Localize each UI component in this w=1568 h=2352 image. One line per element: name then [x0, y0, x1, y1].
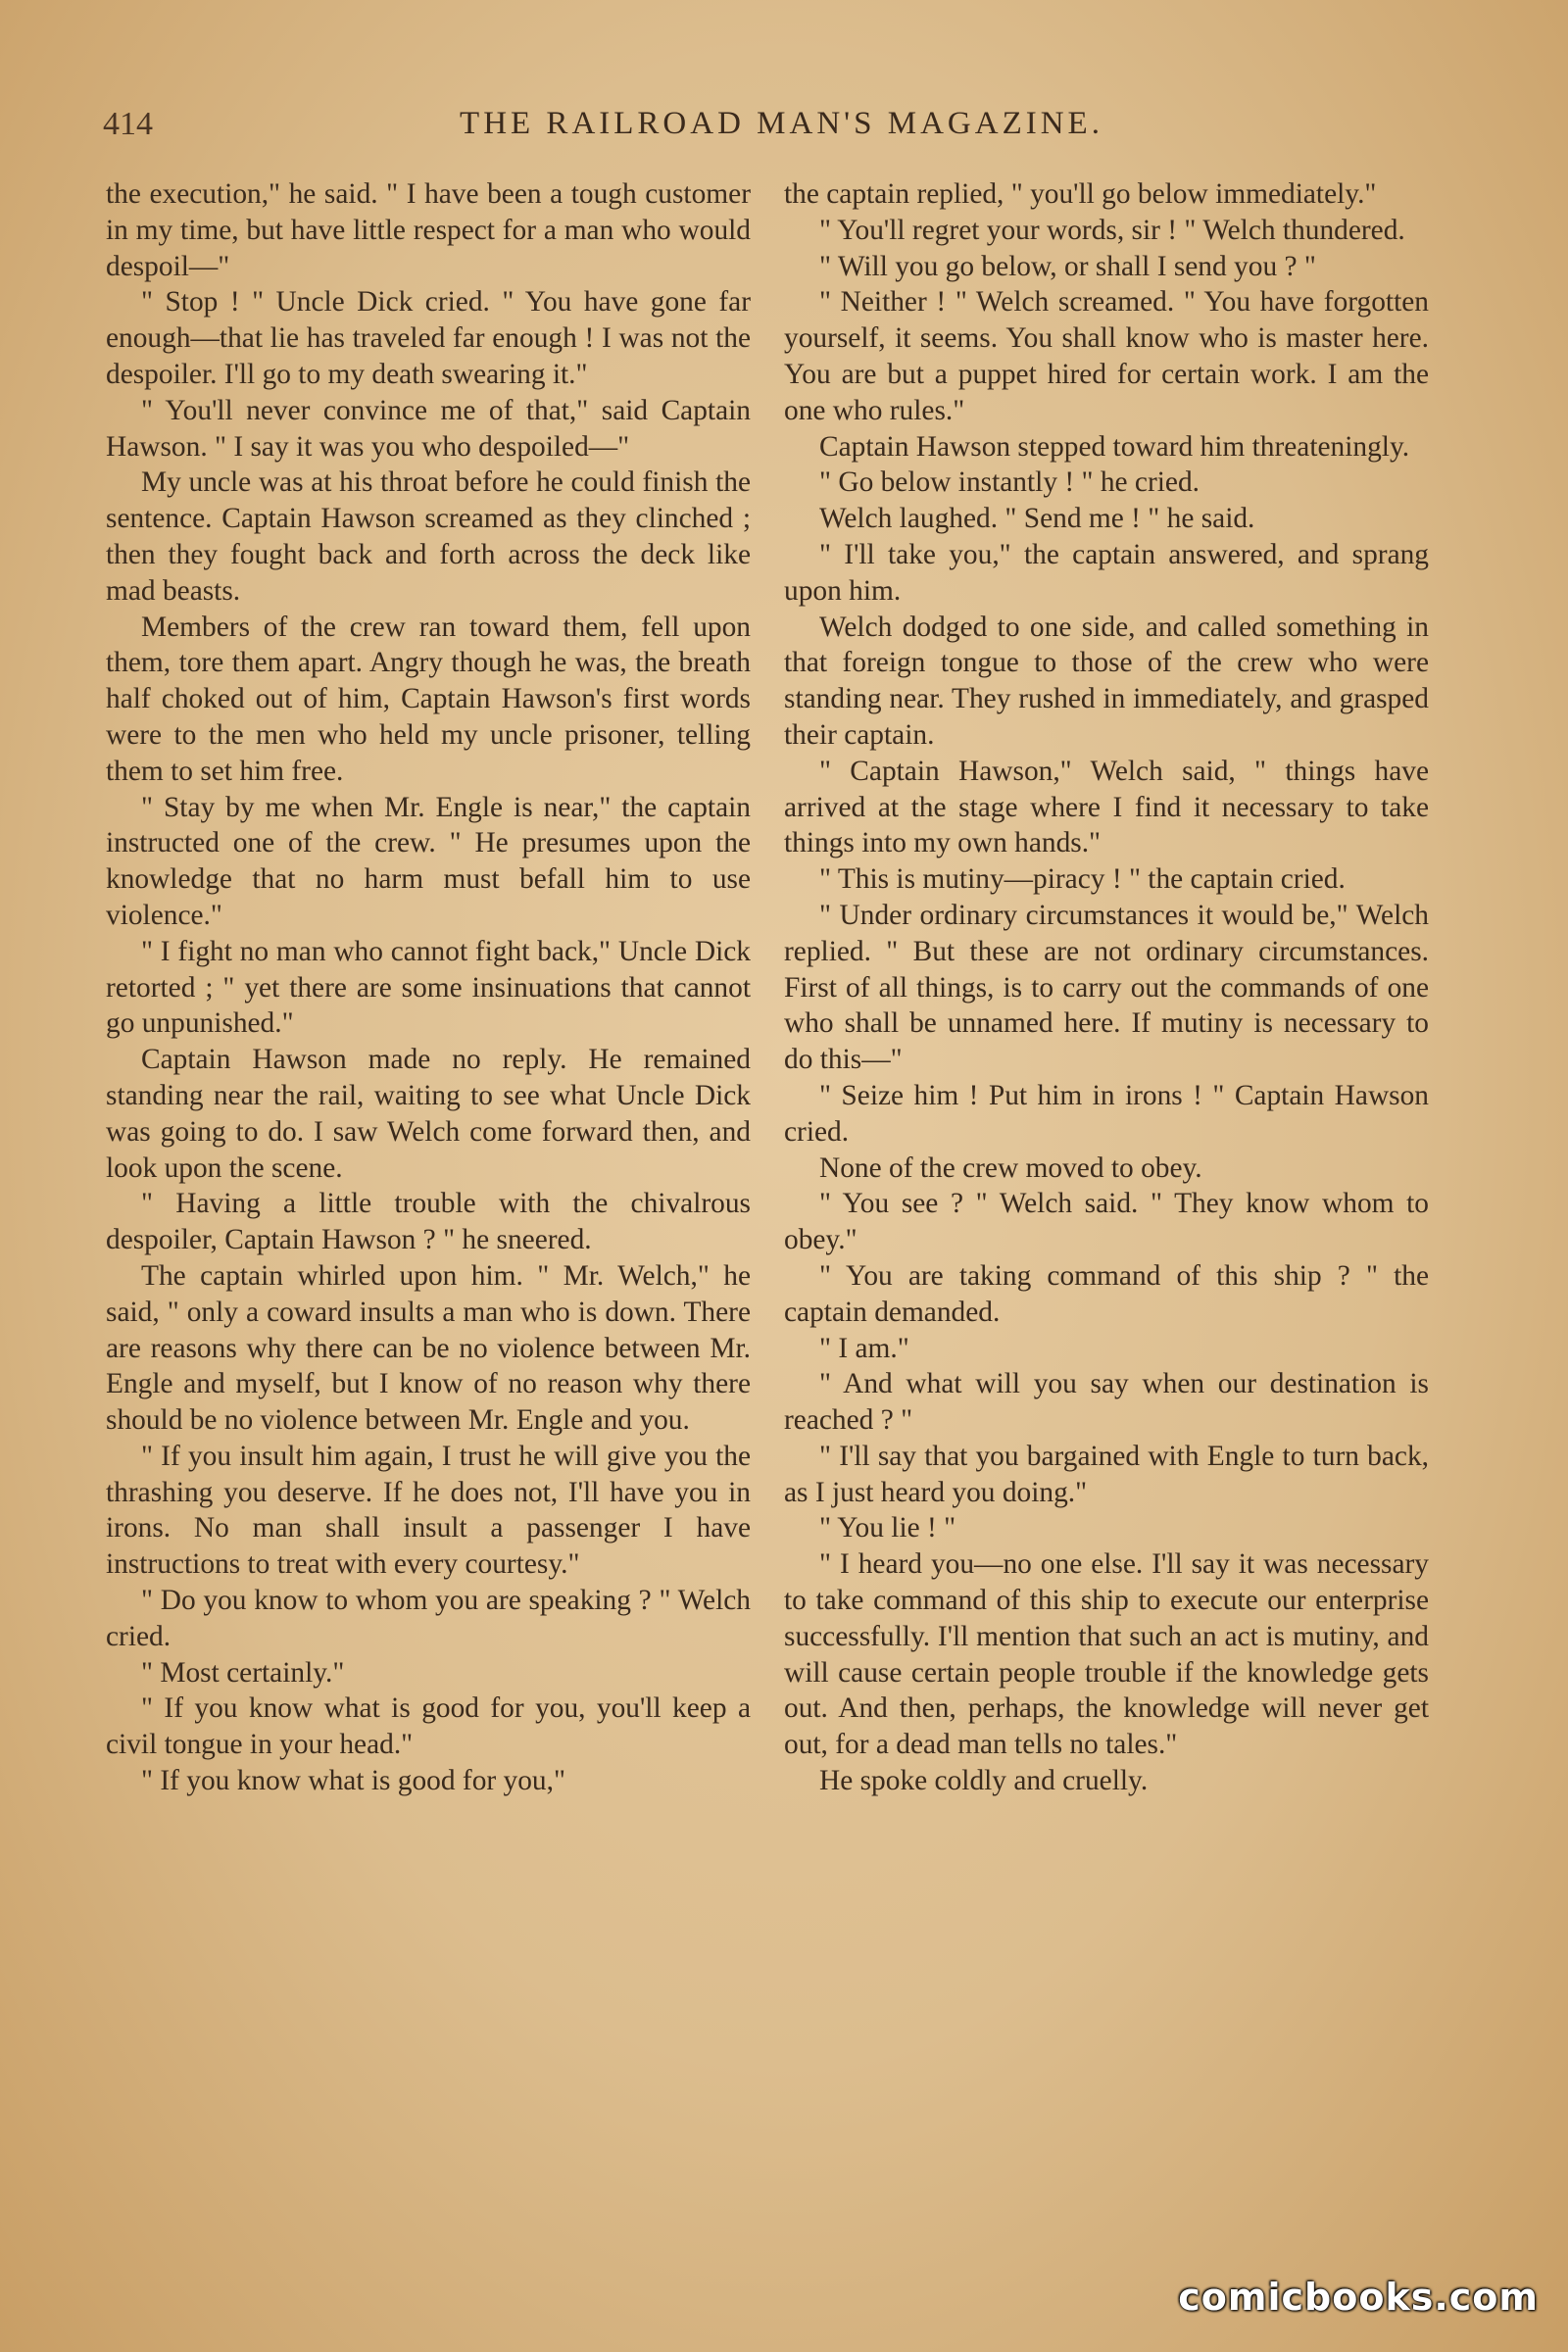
paragraph: " If you insult him again, I trust he will give you the thrashing you deserve. If he does not, I'll have you in irons. No man shall insult a passenger I have instructions to treat with every courtesy."	[106, 1440, 751, 1581]
paragraph: Welch laughed. " Send me ! " he said.	[819, 503, 1255, 535]
paragraph: Members of the crew ran toward them, fell upon them, tore them apart. Angry though he was, the breath half choked out of him, Captain Hawson's first words were to the men who held my uncle prisoner, telling them to set him free.	[106, 611, 751, 787]
left-column	[106, 176, 751, 1799]
paragraph: " Under ordinary circumstances it would be," Welch replied. " But these are not ordinary circumstances. First of all things, is to carry out the commands of one who shall be unnamed here. If mutiny is necessary to do this—"	[784, 899, 1429, 1076]
running-head: THE RAILROAD MAN'S MAGAZINE.	[460, 106, 1103, 141]
text-columns	[106, 176, 1429, 2234]
paragraph: " If you know what is good for you,"	[141, 1765, 565, 1797]
paragraph: He spoke coldly and cruelly.	[819, 1765, 1149, 1797]
page-number: 414	[103, 106, 153, 142]
paragraph: " I am."	[819, 1332, 909, 1364]
paragraph: " You lie ! "	[819, 1512, 956, 1544]
paragraph: My uncle was at his throat before he could finish the sentence. Captain Hawson screamed as they clinched ; then they fought back and forth across the deck like mad beasts.	[106, 466, 751, 607]
paragraph: " You'll regret your words, sir ! " Welch thundered.	[819, 214, 1405, 246]
paragraph: " Most certainly."	[141, 1656, 345, 1689]
paragraph: " You are taking command of this ship ? " the captain demanded.	[784, 1259, 1429, 1328]
paragraph: " This is mutiny—piracy ! " the captain cried.	[819, 863, 1346, 896]
paragraph: " Will you go below, or shall I send you ? "	[819, 250, 1316, 282]
paragraph: " I heard you—no one else. I'll say it was necessary to take command of this ship to execute our enterprise successfully. I'll mention that such an act is mutiny, and will cause certain people trouble if the knowledge gets out. And then, perhaps, the knowledge will never get out, for a dead man tells no tales."	[784, 1548, 1429, 1761]
paragraph: Welch dodged to one side, and called something in that foreign tongue to those of the crew who were standing near. They rushed in immediately, and grasped their captain.	[784, 611, 1429, 751]
paragraph: " Do you know to whom you are speaking ? " Welch cried.	[106, 1585, 751, 1652]
paragraph: " And what will you say when our destination is reached ? "	[784, 1368, 1429, 1437]
paragraph: the execution," he said. " I have been a tough customer in my time, but have little respect for a man who would despoil—"	[106, 178, 751, 282]
paragraph: " Go below instantly ! " he cried.	[819, 466, 1200, 499]
paragraph: " Stop ! " Uncle Dick cried. " You have gone far enough—that lie has traveled far enough ! I was not the despoiler. I'll go to my death swearing it."	[106, 286, 751, 390]
paragraph: " Having a little trouble with the chivalrous despoiler, Captain Hawson ? " he sneered.	[106, 1188, 751, 1256]
paragraph: " Stay by me when Mr. Engle is near," the captain instructed one of the crew. " He presumes upon the knowledge that no harm must befall him to use violence."	[106, 791, 751, 931]
paragraph: Captain Hawson made no reply. He remained standing near the rail, waiting to see what Uncle Dick was going to do. I saw Welch come forward then, and look upon the scene.	[106, 1044, 751, 1184]
paragraph: the captain replied, " you'll go below immediately."	[784, 178, 1377, 210]
paragraph: None of the crew moved to obey.	[819, 1152, 1202, 1184]
paragraph: " I fight no man who cannot fight back," Uncle Dick retorted ; " yet there are some insinuations that cannot go unpunished."	[106, 935, 751, 1040]
paragraph: " I'll take you," the captain answered, and sprang upon him.	[784, 538, 1429, 607]
site-watermark: comicbooks.com	[1178, 2276, 1539, 2319]
paragraph: Captain Hawson stepped toward him threateningly.	[819, 430, 1410, 463]
paragraph: " You'll never convince me of that," said Captain Hawson. " I say it was you who despoiled—"	[106, 394, 751, 463]
paragraph: " You see ? " Welch said. " They know whom to obey."	[784, 1188, 1429, 1256]
paragraph: " Captain Hawson," Welch said, " things have arrived at the stage where I find it necessary to take things into my own hands."	[784, 755, 1429, 859]
paragraph: " If you know what is good for you, you'll keep a civil tongue in your head."	[106, 1692, 751, 1761]
page-header	[103, 106, 1460, 151]
paragraph: " Neither ! " Welch screamed. " You have forgotten yourself, it seems. You shall know who is master here. You are but a puppet hired for certain work. I am the one who rules."	[784, 286, 1429, 426]
paragraph: " I'll say that you bargained with Engle to turn back, as I just heard you doing."	[784, 1440, 1429, 1508]
right-column	[784, 176, 1429, 1799]
paragraph: The captain whirled upon him. " Mr. Welch," he said, " only a coward insults a man who is down. There are reasons why there can be no violence between Mr. Engle and myself, but I know of no reason why there should be no violence between Mr. Engle and you.	[106, 1259, 751, 1437]
paragraph: " Seize him ! Put him in irons ! " Captain Hawson cried.	[784, 1079, 1429, 1148]
